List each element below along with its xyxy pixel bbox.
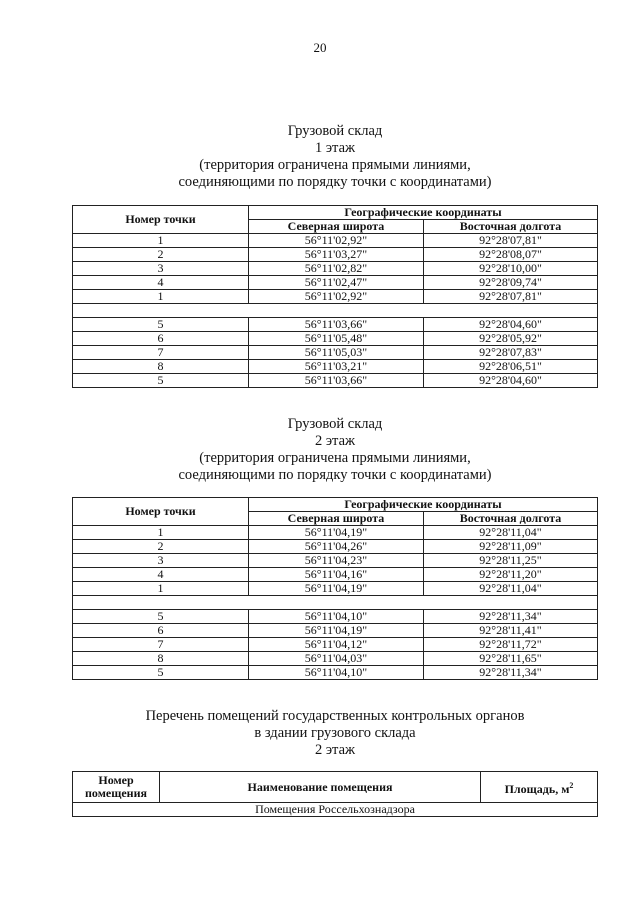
table-row [73,540,598,554]
section1-heading [0,123,640,191]
table-row [73,652,598,666]
table-row [73,318,598,332]
longitude: 92°28'11,20" [424,568,598,582]
table-row [73,568,598,582]
point-number: 8 [73,652,249,666]
point-number: 5 [73,666,249,680]
latitude: 56°11'04,12" [249,638,424,652]
table-row [73,638,598,652]
table-header-row [73,498,598,512]
table-row [73,346,598,360]
rooms-table [72,771,598,817]
longitude: 92°28'11,04" [424,526,598,540]
latitude: 56°11'04,26" [249,540,424,554]
section2-heading [0,416,640,484]
point-number: 1 [73,582,249,596]
latitude: 56°11'05,03" [249,346,424,360]
spacer-cell [73,596,598,610]
latitude: 56°11'02,92" [249,290,424,304]
latitude: 56°11'04,10" [249,610,424,624]
heading-line: Грузовой склад [287,416,383,432]
table-header-row [73,772,598,803]
heading-line: 2 этаж [314,433,356,449]
header-geo-coordinates: Географические координаты [249,206,598,220]
table-row [73,582,598,596]
heading-line: 1 этаж [314,140,356,156]
heading-line: соединяющими по порядку точки с координатами) [178,467,492,483]
longitude: 92°28'11,25" [424,554,598,568]
point-number: 3 [73,262,249,276]
table-row [73,624,598,638]
point-number: 1 [73,290,249,304]
longitude: 92°28'11,72" [424,638,598,652]
section3-heading [0,708,640,759]
table-row [73,262,598,276]
longitude: 92°28'11,04" [424,582,598,596]
point-number: 1 [73,234,249,248]
point-number: 8 [73,360,249,374]
latitude: 56°11'04,03" [249,652,424,666]
table-row [73,526,598,540]
header-room-name: Наименование помещения [160,772,481,803]
point-number: 1 [73,526,249,540]
latitude: 56°11'03,66" [249,374,424,388]
latitude: 56°11'03,66" [249,318,424,332]
heading-line: Грузовой склад [287,123,383,139]
spacer-row [73,304,598,318]
longitude: 92°28'07,81" [424,290,598,304]
header-latitude: Северная широта [249,220,424,234]
header-geo-coordinates: Географические координаты [249,498,598,512]
header-longitude: Восточная долгота [424,512,598,526]
point-number: 5 [73,318,249,332]
heading-line: соединяющими по порядку точки с координатами) [178,174,492,190]
table-row [73,276,598,290]
latitude: 56°11'04,19" [249,624,424,638]
superscript: 2 [569,780,574,790]
heading-line: 2 этаж [314,742,356,758]
point-number: 3 [73,554,249,568]
spacer-row [73,596,598,610]
longitude: 92°28'04,60" [424,374,598,388]
coordinates-table-floor2 [72,497,598,680]
point-number: 5 [73,610,249,624]
table-row [73,290,598,304]
header-text: Площадь, м [504,781,570,796]
table-row [73,234,598,248]
page-number: 20 [313,40,327,55]
latitude: 56°11'05,48" [249,332,424,346]
header-area [481,772,598,803]
header-point-number: Номер точки [73,498,249,526]
header-text: Номер [98,773,134,787]
point-number: 4 [73,276,249,290]
coordinates-table-floor1 [72,205,598,388]
table-row [73,248,598,262]
latitude: 56°11'02,92" [249,234,424,248]
latitude: 56°11'03,21" [249,360,424,374]
heading-line: Перечень помещений государственных контрольных органов [145,708,525,724]
latitude: 56°11'02,82" [249,262,424,276]
longitude: 92°28'05,92" [424,332,598,346]
longitude: 92°28'10,00" [424,262,598,276]
heading-line: (территория ограничена прямыми линиями, [199,450,471,466]
point-number: 7 [73,346,249,360]
table-row [73,360,598,374]
point-number: 6 [73,332,249,346]
latitude: 56°11'04,10" [249,666,424,680]
longitude: 92°28'11,09" [424,540,598,554]
table-row [73,332,598,346]
heading-line: в здании грузового склада [254,725,416,741]
header-text: помещения [85,786,147,800]
longitude: 92°28'04,60" [424,318,598,332]
table-header-row [73,206,598,220]
point-number: 4 [73,568,249,582]
group-label: Помещения Россельхознадзора [73,803,598,817]
longitude: 92°28'11,34" [424,610,598,624]
latitude: 56°11'02,47" [249,276,424,290]
longitude: 92°28'09,74" [424,276,598,290]
point-number: 5 [73,374,249,388]
latitude: 56°11'04,16" [249,568,424,582]
point-number: 7 [73,638,249,652]
longitude: 92°28'11,65" [424,652,598,666]
latitude: 56°11'04,19" [249,582,424,596]
spacer-cell [73,304,598,318]
point-number: 2 [73,540,249,554]
longitude: 92°28'07,81" [424,234,598,248]
table-row [73,374,598,388]
longitude: 92°28'06,51" [424,360,598,374]
table-row [73,554,598,568]
longitude: 92°28'11,34" [424,666,598,680]
longitude: 92°28'07,83" [424,346,598,360]
latitude: 56°11'04,23" [249,554,424,568]
heading-line: (территория ограничена прямыми линиями, [199,157,471,173]
table-row [73,610,598,624]
point-number: 6 [73,624,249,638]
table-row [73,666,598,680]
header-point-number: Номер точки [73,206,249,234]
header-room-number [73,772,160,803]
longitude: 92°28'11,41" [424,624,598,638]
table-group-row [73,803,598,817]
header-longitude: Восточная долгота [424,220,598,234]
point-number: 2 [73,248,249,262]
longitude: 92°28'08,07" [424,248,598,262]
latitude: 56°11'03,27" [249,248,424,262]
latitude: 56°11'04,19" [249,526,424,540]
header-latitude: Северная широта [249,512,424,526]
